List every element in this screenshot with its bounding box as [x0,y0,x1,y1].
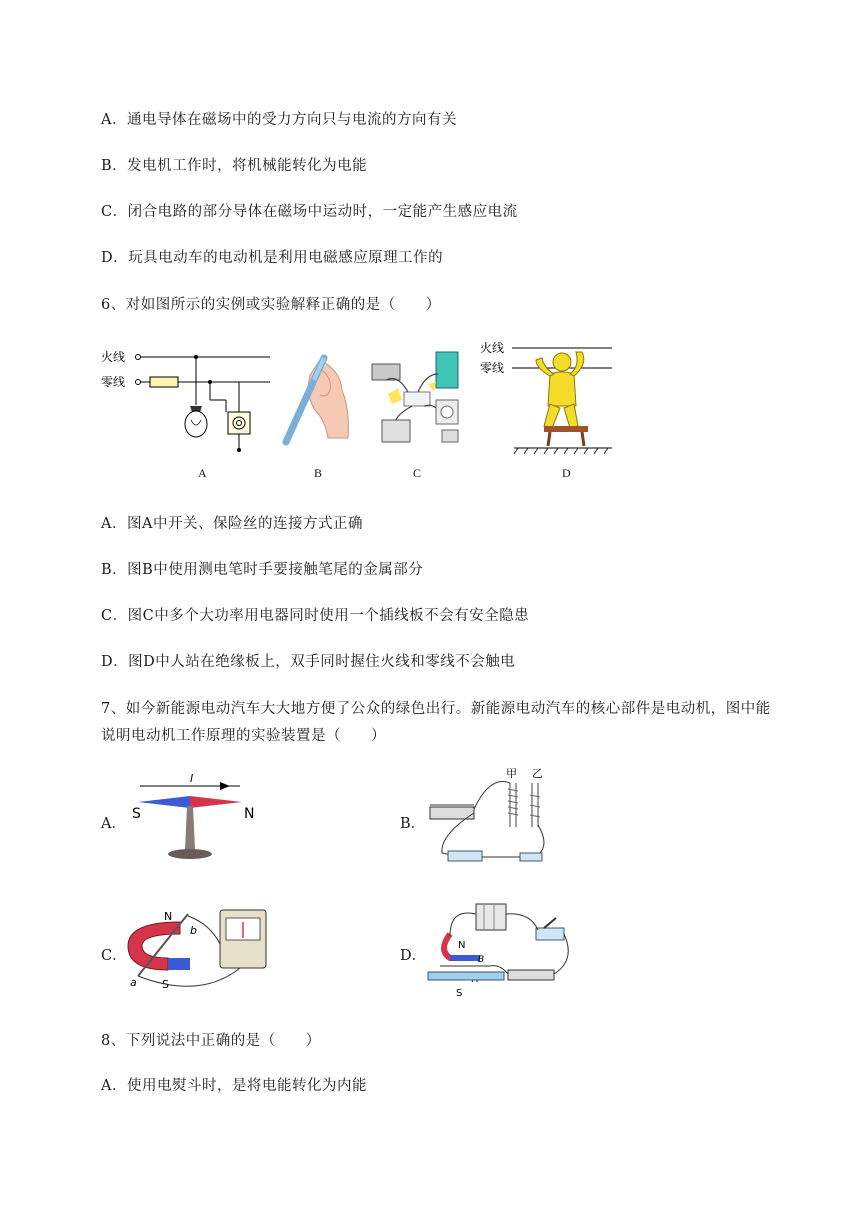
q6-caption-c: C [413,466,422,480]
south-label: S [132,806,141,822]
q7-option-d-label: D． [400,948,427,964]
q5-option-b: B．发电机工作时，将机械能转化为电能 [101,158,368,174]
q7-figure-b-electromagnets [420,765,560,870]
q6-stem: 6、对如图所示的实例或实验解释正确的是（ ） [101,297,441,313]
neutral-wire-label-d: 零线 [480,361,505,375]
microwave-icon [372,364,400,380]
q7-option-b-label: B． [400,816,426,832]
rail-base-icon [428,972,504,980]
fridge-icon [436,352,458,388]
q6-option-b: B．图B中使用测电笔时手要接触笔尾的金属部分 [101,562,424,578]
yi-label: 乙 [532,767,543,780]
tv-icon [382,420,410,442]
bulb-icon [185,411,207,437]
q7-figure-c-induction [120,904,280,994]
c-south-label: S [162,978,169,991]
c-north-label: N [164,910,173,923]
q6-caption-d: D [562,466,571,480]
current-label: I [190,772,194,785]
live-wire-label: 火线 [101,350,126,364]
q5-option-a: A．通电导体在磁场中的受力方向只与电流的方向有关 [101,112,457,128]
battery-icon [476,904,506,930]
q7-stem-line2: 说明电动机工作原理的实验装置是（ ） [101,728,386,744]
jia-label: 甲 [506,767,517,780]
q6-caption-a: A [198,466,207,480]
q6-figure-a-circuit [98,340,278,455]
q7-figure-d-motor-principle [420,900,580,1000]
q7-option-c-label: C． [101,948,127,964]
q8-stem: 8、下列说法中正确的是（ ） [101,1033,321,1049]
a-label: a [130,976,137,989]
d-rheostat-icon [508,970,554,980]
power-strip-icon [404,392,430,406]
q7-figure-a-oersted [120,772,270,864]
battery-holder-icon [448,851,482,861]
switch-icon [520,853,542,861]
stool-icon [544,426,588,432]
fuse-icon [150,377,178,387]
d-north-label: N [458,940,466,951]
person-icon [536,352,584,428]
d-b-label: B [478,955,485,965]
compass-base-icon [168,849,212,859]
q7-stem-line1: 7、如今新能源电动汽车大大地方便了公众的绿色出行。新能源电动汽车的核心部件是电动机，图中能 [101,701,771,717]
iron-icon [442,430,458,442]
neutral-wire-label: 零线 [101,375,126,389]
north-label: N [244,806,255,822]
socket-icon [228,412,250,434]
compass-needle-north [190,796,242,808]
q8-option-a: A．使用电熨斗时，是将电能转化为内能 [101,1078,367,1094]
q6-figure-c-overloaded-socket [368,344,468,452]
compass-needle-south [138,796,190,808]
d-south-label: S [456,988,463,999]
q6-option-d: D．图D中人站在绝缘板上，双手同时握住火线和零线不会触电 [101,654,516,670]
q6-option-a: A．图A中开关、保险丝的连接方式正确 [101,516,363,532]
q7-option-a-label: A． [101,816,126,832]
d-switch-icon [536,928,564,940]
b-label: b [190,924,197,937]
q6-figure-b-test-pen [280,340,355,450]
q6-option-c: C．图C中多个大功率用电器同时使用一个插线板不会有安全隐患 [101,608,530,624]
q6-caption-b: B [314,466,323,480]
live-wire-label-d: 火线 [480,341,505,355]
q5-option-c: C．闭合电路的部分导体在磁场中运动时，一定能产生感应电流 [101,204,518,220]
q6-figure-d-person-on-stool [478,334,618,454]
q5-option-d: D．玩具电动车的电动机是利用电磁感应原理工作的 [101,250,444,266]
